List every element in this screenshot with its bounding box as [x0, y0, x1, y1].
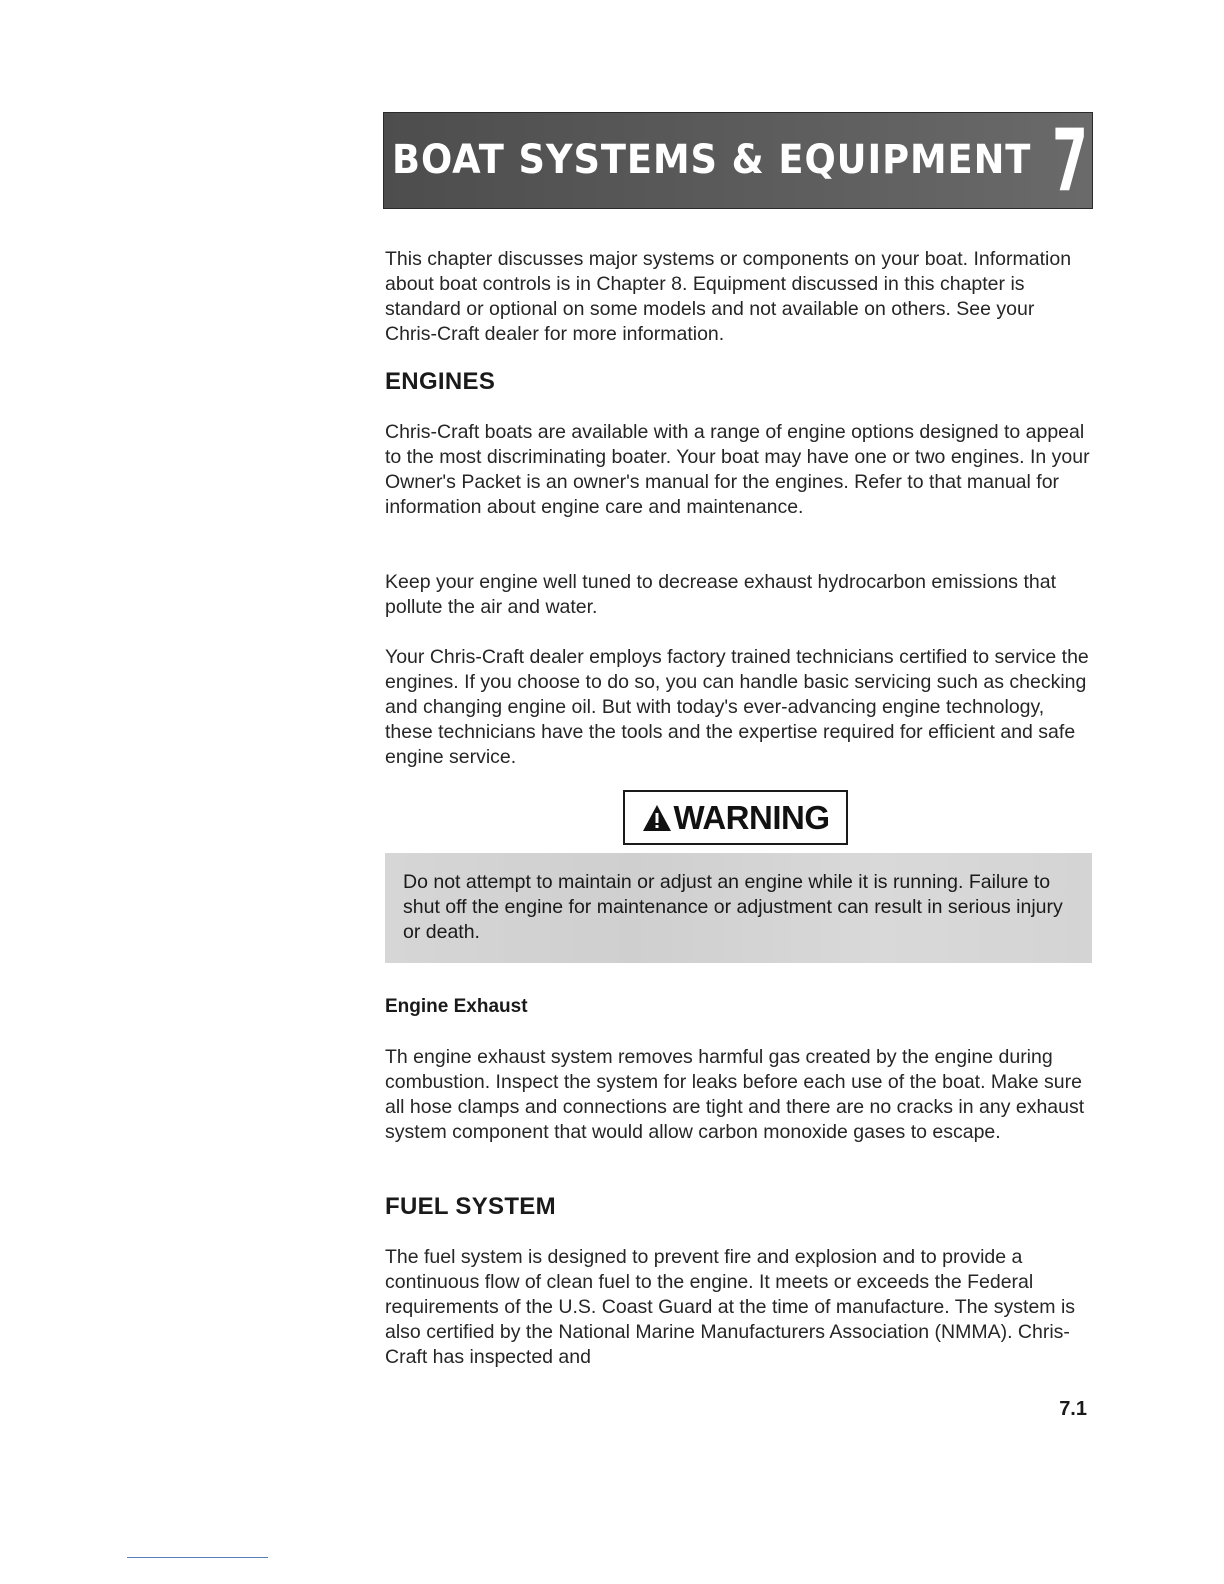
- intro-paragraph: This chapter discusses major systems or components on your boat. Information about boat controls is in Chapter 8. Equipment discussed in this chapter is standard or optional on some models and not available on others. See your Chris-Craft dealer for more information.: [385, 248, 1072, 345]
- chapter-banner: [383, 112, 1093, 209]
- engine-exhaust-paragraph: Th engine exhaust system removes harmful gas created by the engine during combustion. Inspect the system for leaks before each use of the boat. Make sure all hose clamps and connections are tight and there are no cracks in any exhaust system component that would allow carbon monoxide gases to escape.: [385, 1046, 1085, 1143]
- chapter-title: BOAT SYSTEMS & EQUIPMENT: [392, 137, 1032, 183]
- page-number: 7.1: [1059, 1398, 1087, 1420]
- engines-paragraph-3: Your Chris-Craft dealer employs factory trained technicians certified to service the engines. If you choose to do so, you can handle basic servicing such as checking and changing engine oil. But with today's ever-advancing engine technology, these technicians have the tools and the expertise required for efficient and safe engine service.: [385, 646, 1089, 768]
- warning-label: [623, 790, 848, 845]
- chapter-number: 7: [1052, 111, 1088, 211]
- warning-box: [385, 853, 1092, 963]
- warning-triangle-icon: [642, 804, 672, 832]
- footer-rule: [127, 1557, 268, 1558]
- engines-paragraph-1: Chris-Craft boats are available with a range of engine options designed to appeal to the most discriminating boater. Your boat may have one or two engines. In your Owner's Packet is an owner's manual for the engines. Refer to that manual for information about engine care and maintenance.: [385, 421, 1090, 518]
- warning-text: Do not attempt to maintain or adjust an engine while it is running. Failure to shut off the engine for maintenance or adjustment can result in serious injury or death.: [403, 871, 1063, 943]
- warning-word: WARNING: [673, 798, 830, 836]
- fuel-system-heading: FUEL SYSTEM: [385, 1193, 556, 1220]
- engines-paragraph-2: Keep your engine well tuned to decrease exhaust hydrocarbon emissions that pollute the air and water.: [385, 571, 1056, 618]
- engines-heading: ENGINES: [385, 368, 496, 395]
- fuel-system-paragraph: The fuel system is designed to prevent fire and explosion and to provide a continuous flow of clean fuel to the engine. It meets or exceeds the Federal requirements of the U.S. Coast Guard at the time of manufacture. The system is also certified by the National Marine Manufacturers Association (NMMA). Chris-Craft has inspected and: [385, 1246, 1076, 1368]
- engine-exhaust-heading: Engine Exhaust: [385, 996, 528, 1017]
